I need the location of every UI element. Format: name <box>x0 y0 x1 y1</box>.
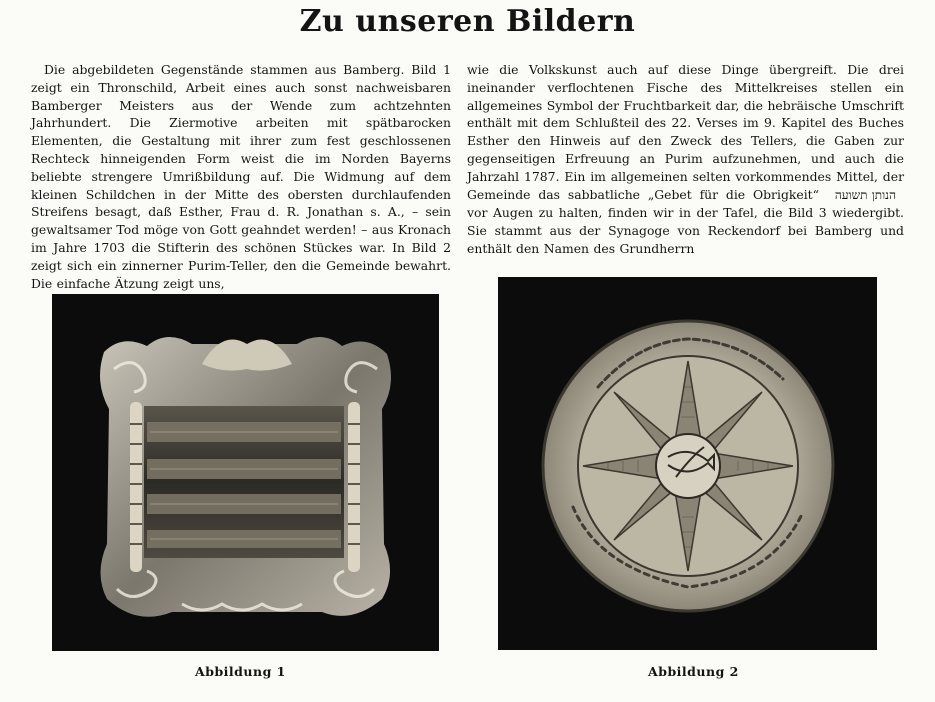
hebrew-phrase: הנותן תשועה <box>834 187 896 202</box>
article-text-right-part1: wie die Volkskunst auch auf diese Dinge übergreift. Die drei ineinander verflochtenen Fische des Mittelkreises stellen ein allgemeines Symbol der Fruchtbarkeit dar, die hebräische Umschrift enthält mit dem Schlußteil des 22. Verses im 9. Kapitel des Buches Esther den Hinweis auf den Zweck des Tellers, die Gaben zur gegenseitigen Erfreuung an Purim aufzunehmen, und auch die Jahrzahl 1787. Ein im allgemeinen selten vorkommendes Mittel, der Gemeinde das sabbatliche „Gebet für die Obrigkeit“ <box>467 62 904 202</box>
figure-1-image <box>52 294 439 651</box>
figure-2-caption: Abbildung 2 <box>648 664 739 679</box>
article-text-left: Die abgebildeten Gegenstände stammen aus Bamberg. Bild 1 zeigt ein Thronschild, Arbeit eines auch sonst nachweisbaren Bamberger Meisters aus der Wende zum achtzehnten Jahrhundert. Die Ziermotive arbeiten mit spätbarocken Elementen, die Gestaltung mit ihrer zum fest geschlossenen Rechteck hinneigenden Form weist die im Norden Bayerns beliebte strengere Umrißbildung auf. Die Widmung auf dem kleinen Schildchen in der Mitte des obersten durchlaufenden Streifens besagt, daß Esther, Frau d. R. Jonathan s. A., – sein gewaltsamer Tod möge von Gott geahndet werden! – aus Kronach im Jahre 1703 die Stifterin des schönen Stückes war. In Bild 2 zeigt sich ein zinnerner Purim-Teller, den die Gemeinde bewahrt. Die einfache Ätzung zeigt uns, <box>31 62 451 291</box>
torah-shield-icon <box>52 294 439 651</box>
article-column-left <box>31 61 451 292</box>
article-column-right <box>467 61 904 258</box>
article-text-right-part2: vor Augen zu halten, finden wir in der Tafel, die Bild 3 wiedergibt. Sie stammt aus der Synagoge von Reckendorf bei Bamberg und enthält den Namen des Grundherrn <box>467 205 904 256</box>
figure-1-caption: Abbildung 1 <box>195 664 286 679</box>
page-title: Zu unseren Bildern <box>299 4 636 39</box>
purim-plate-icon <box>498 277 877 650</box>
figure-2-image <box>498 277 877 650</box>
